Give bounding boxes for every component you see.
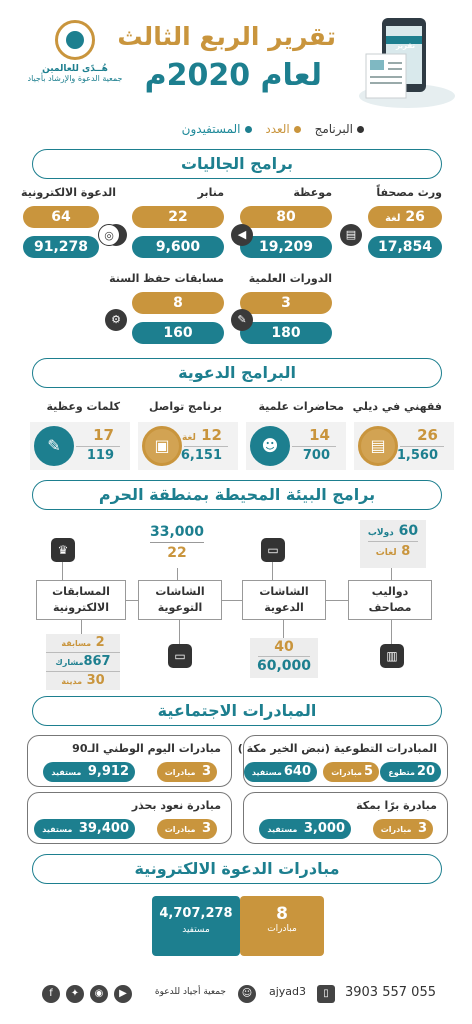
e-beneficiaries-box: 4,707,278 مستفيد bbox=[152, 896, 240, 956]
social-card: مبادرات اليوم الوطني الـ90 3 مبادرات 9,912 مستفيد bbox=[27, 735, 232, 787]
org-logo bbox=[20, 20, 130, 83]
globe-icon: ◎ bbox=[98, 224, 120, 246]
footer-phone: 055 557 3903 bbox=[344, 985, 436, 1000]
dawah-card: 26 1,560 ▤ bbox=[354, 422, 454, 470]
monitor-icon: ▭ bbox=[168, 644, 192, 668]
cabinets-stats: 60 دولاب 8 لغات bbox=[360, 520, 426, 568]
contests-stats: 2 مسابقة 867مشارك 30 مدينة bbox=[46, 634, 120, 690]
dawah-card: 17 119 ✎ bbox=[30, 422, 130, 470]
social-card: مبادرة نعود بحذر 3 مبادرات 39,400 مستفيد bbox=[27, 792, 232, 844]
awareness-stats: 33,000 22 bbox=[142, 522, 212, 568]
social-card: مبادرة برًا بمكة 3 مبادرات 3,000 مستفيد bbox=[243, 792, 448, 844]
org-slogan: هُــدًى للعالمين bbox=[42, 64, 108, 74]
program-label: فقهني في ديلي bbox=[352, 400, 442, 413]
program-label: الدورات العلمية bbox=[248, 272, 332, 285]
count-pill: 22 bbox=[132, 206, 224, 228]
phone-report-illustration bbox=[352, 14, 458, 110]
program-label: ورث مصحفاً bbox=[376, 186, 442, 199]
trophy-icon: ♛ bbox=[51, 538, 75, 562]
program-label: كلمات وعظية bbox=[46, 400, 120, 413]
org-name: جمعية الدعوة والإرشاد بأجياد bbox=[27, 74, 123, 83]
program-label: مسابقات حفظ السنة bbox=[109, 272, 224, 285]
snapchat-icon: ☺ bbox=[238, 985, 256, 1003]
beneficiaries-pill: 160 bbox=[132, 322, 224, 344]
program-label: موعظة bbox=[293, 186, 332, 199]
report-year: لعام 2020م bbox=[144, 58, 322, 93]
program-label: منابر bbox=[197, 186, 224, 199]
legend-count-dot-icon bbox=[294, 126, 301, 133]
beneficiaries-pill: 9,600 bbox=[132, 236, 224, 258]
beneficiaries-pill: 180 bbox=[240, 322, 332, 344]
footer-handle: ajyad3 bbox=[268, 985, 306, 998]
section-social: المبادرات الاجتماعية bbox=[32, 696, 442, 726]
gear-icon: ⚙ bbox=[105, 309, 127, 331]
section-communities: برامج الجاليات bbox=[32, 149, 442, 179]
instagram-icon[interactable]: ◉ bbox=[90, 985, 108, 1003]
legend-count: العدد bbox=[265, 122, 300, 136]
legend-program: البرنامج bbox=[315, 122, 364, 136]
legend-beneficiaries: المستفيدون bbox=[182, 122, 252, 136]
e-initiatives-box: 8 مبادرات bbox=[240, 896, 324, 956]
people-icon: ☻ bbox=[250, 426, 290, 466]
footer-org: جمعية أجياد للدعوة bbox=[154, 987, 226, 997]
screen-icon: ▭ bbox=[261, 538, 285, 562]
megaphone-icon: ◀ bbox=[231, 224, 253, 246]
count-pill: 8 bbox=[132, 292, 224, 314]
report-title: تقرير الربع الثالث bbox=[117, 22, 336, 51]
legend-beneficiaries-dot-icon bbox=[245, 126, 252, 133]
phone-icon: ▯ bbox=[317, 985, 335, 1003]
haram-item-awareness-screens: الشاشات التوعوية bbox=[138, 580, 222, 620]
program-label: محاضرات علمية bbox=[258, 400, 344, 413]
pen-icon: ✎ bbox=[34, 426, 74, 466]
twitter-icon[interactable]: ✦ bbox=[66, 985, 84, 1003]
section-electronic: مبادرات الدعوة الالكترونية bbox=[32, 854, 442, 884]
count-pill: 64 bbox=[23, 206, 99, 228]
haram-item-cabinets: دواليب مصاحف bbox=[348, 580, 432, 620]
count-pill: 3 bbox=[240, 292, 332, 314]
youtube-icon[interactable]: ▶ bbox=[114, 985, 132, 1003]
logo-emblem-icon bbox=[55, 20, 95, 60]
dawah-screens-stats: 40 60,000 bbox=[250, 638, 318, 678]
pen-icon: ✎ bbox=[231, 309, 253, 331]
program-label: الدعوة الالكترونية bbox=[21, 186, 116, 199]
legend bbox=[172, 122, 364, 136]
beneficiaries-pill: 91,278 bbox=[23, 236, 99, 258]
count-pill: 26 لغة bbox=[368, 206, 442, 228]
count-pill: 80 bbox=[240, 206, 332, 228]
quran-icon: ▥ bbox=[380, 644, 404, 668]
legend-program-dot-icon bbox=[357, 126, 364, 133]
gift-icon: ▣ bbox=[142, 426, 182, 466]
haram-item-dawah-screens: الشاشات الدعوية bbox=[242, 580, 326, 620]
phone-caption: تقرير bbox=[396, 42, 416, 50]
book-icon: ▤ bbox=[358, 426, 398, 466]
section-dawah: البرامج الدعوية bbox=[32, 358, 442, 388]
dawah-card: 14 700 ☻ bbox=[246, 422, 346, 470]
program-label: برنامج تواصل bbox=[148, 400, 222, 413]
haram-item-e-contests: المسابقات الالكترونية bbox=[36, 580, 126, 620]
social-card: المبادرات التطوعية (نبض الخير مكة ) 20متطوع 5مبادرات 640مستفيد bbox=[243, 735, 448, 787]
section-haram: برامج البيئة المحيطة بمنطقة الحرم bbox=[32, 480, 442, 510]
facebook-icon[interactable]: f bbox=[42, 985, 60, 1003]
dawah-card: 12 لغة 6,151 ▣ bbox=[138, 422, 238, 470]
beneficiaries-pill: 19,209 bbox=[240, 236, 332, 258]
book-icon: ▤ bbox=[340, 224, 362, 246]
beneficiaries-pill: 17,854 bbox=[368, 236, 442, 258]
